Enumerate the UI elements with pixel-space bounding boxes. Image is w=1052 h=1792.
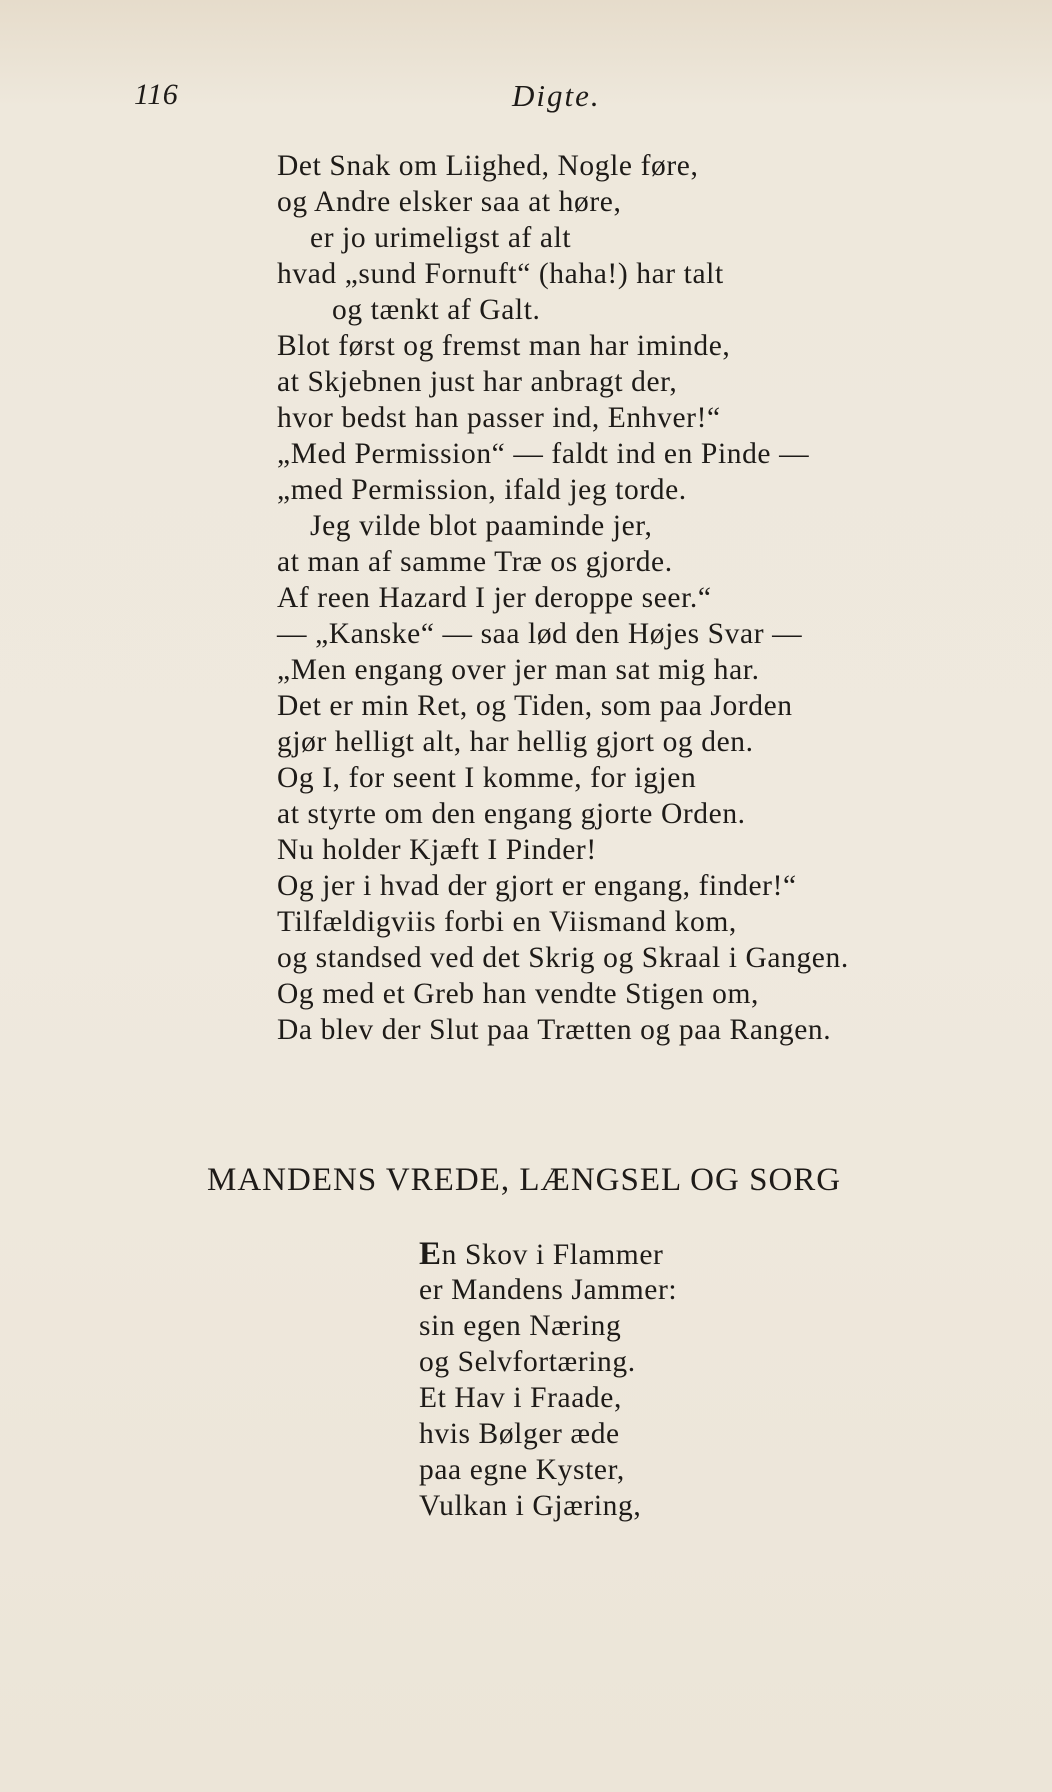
poem-line: Af reen Hazard I jer deroppe seer.“ <box>277 582 712 614</box>
poem-line: hvor bedst han passer ind, Enhver!“ <box>277 402 721 434</box>
poem-line: Nu holder Kjæft I Pinder! <box>277 834 597 866</box>
page-number: 116 <box>134 78 179 111</box>
poem-line: at styrte om den engang gjorte Orden. <box>277 798 746 830</box>
running-title: Digte. <box>512 78 601 113</box>
poem-line: Og med et Greb han vendte Stigen om, <box>277 978 760 1010</box>
poem-line: Det er min Ret, og Tiden, som paa Jorden <box>277 690 793 722</box>
poem-line: Da blev der Slut paa Trætten og paa Rangen. <box>277 1014 832 1046</box>
poem-line: hvad „sund Fornuft“ (haha!) har talt <box>277 258 724 290</box>
first-line-text: n Skov i Flammer <box>441 1239 664 1271</box>
poem-title: MANDENS VREDE, LÆNGSEL OG SORG <box>207 1162 842 1198</box>
poem-line: Et Hav i Fraade, <box>419 1382 622 1414</box>
poem-line: gjør helligt alt, har hellig gjort og den. <box>277 726 754 758</box>
poem-line: og Selvfortæring. <box>419 1346 636 1378</box>
poem-line: hvis Bølger æde <box>419 1418 620 1450</box>
poem-line: Det Snak om Liighed, Nogle føre, <box>277 150 699 182</box>
poem-line: — „Kanske“ — saa lød den Højes Svar — <box>277 618 803 650</box>
poem-line: og tænkt af Galt. <box>332 294 541 326</box>
poem-line: „med Permission, ifald jeg torde. <box>277 474 687 506</box>
poem-line: er jo urimeligst af alt <box>310 222 572 254</box>
poem-line: Blot først og fremst man har iminde, <box>277 330 731 362</box>
poem-line: Og I, for seent I komme, for igjen <box>277 762 697 794</box>
poem-line: sin egen Næring <box>419 1310 622 1342</box>
poem-line: Tilfældigviis forbi en Viismand kom, <box>277 906 737 938</box>
running-head <box>0 78 1052 118</box>
poem-line: Jeg vilde blot paaminde jer, <box>310 510 653 542</box>
poem-first-line <box>419 1236 663 1273</box>
poem-line: paa egne Kyster, <box>419 1454 625 1486</box>
poem-line: og standsed ved det Skrig og Skraal i Gangen. <box>277 942 849 974</box>
poem-line: og Andre elsker saa at høre, <box>277 186 622 218</box>
poem-line: Vulkan i Gjæring, <box>419 1490 642 1522</box>
poem-line: at Skjebnen just har anbragt der, <box>277 366 678 398</box>
poem-line: „Men engang over jer man sat mig har. <box>277 654 760 686</box>
poem-line: er Mandens Jammer: <box>419 1274 678 1306</box>
poem-line: Og jer i hvad der gjort er engang, finder!“ <box>277 870 797 902</box>
drop-initial: E <box>419 1236 442 1272</box>
poem-line: at man af samme Træ os gjorde. <box>277 546 673 578</box>
poem-line: „Med Permission“ — faldt ind en Pinde — <box>277 438 810 470</box>
